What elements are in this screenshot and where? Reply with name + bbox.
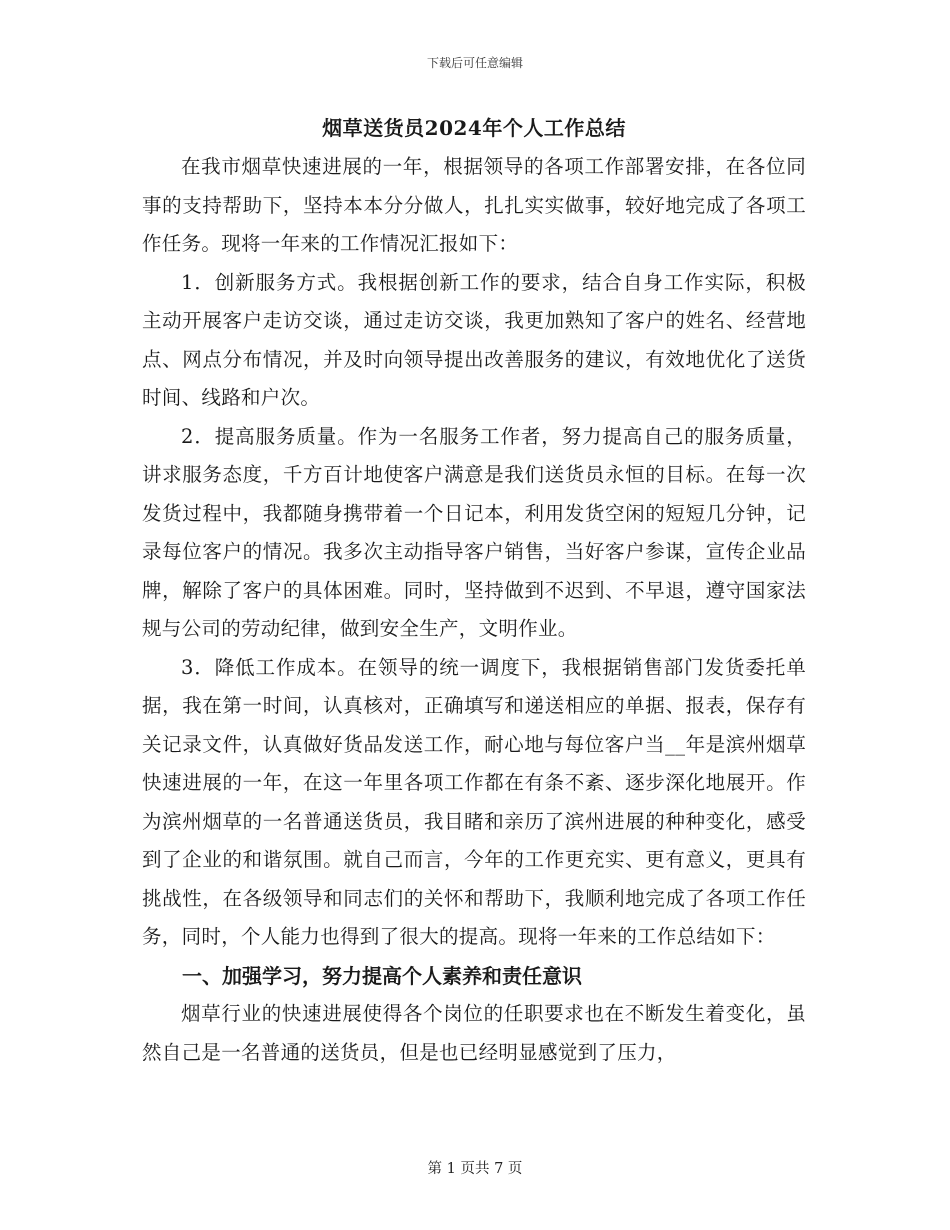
paragraph-intro: 在我市烟草快速进展的一年，根据领导的各项工作部署安排，在各位同事的支持帮助下，坚持本本分分做人，扎扎实实做事，较好地完成了各项工作任务。现将一年来的工作情况汇报如下：	[142, 155, 806, 255]
section-heading: 一、加强学习，努力提高个人素养和责任意识	[182, 963, 582, 988]
paragraph-closing: 烟草行业的快速进展使得各个岗位的任职要求也在不断发生着变化，虽然自己是一名普通的送货员，但是也已经明显感觉到了压力，	[142, 1002, 806, 1064]
paragraph-item-3: 3．降低工作成本。在领导的统一调度下，我根据销售部门发货委托单据，我在第一时间，认真核对，正确填写和递送相应的单据、报表，保存有关记录文件，认真做好货品发送工作，耐心地与每位客户当__年是滨州烟草快速进展的一年，在这一年里各项工作都在有条不紊、逐步深化地展开。作为滨州烟草的一名普通送货员，我目睹和亲历了滨州进展的种种变化，感受到了企业的和谐氛围。就自己而言，今年的工作更充实、更有意义，更具有挑战性，在各级领导和同志们的关怀和帮助下，我顺利地完成了各项工作任务，同时，个人能力也得到了很大的提高。现将一年来的工作总结如下：	[142, 655, 806, 948]
document-title: 烟草送货员2024年个人工作总结	[322, 116, 626, 140]
paragraph-item-1: 1．创新服务方式。我根据创新工作的要求，结合自身工作实际，积极主动开展客户走访交谈，通过走访交谈，我更加熟知了客户的姓名、经营地点、网点分布情况，并及时向领导提出改善服务的建议，有效地优化了送货时间、线路和户次。	[142, 270, 806, 409]
document-body	[142, 110, 806, 1072]
page-number: 第 1 页共 7 页	[427, 1161, 523, 1177]
paragraph-item-2: 2．提高服务质量。作为一名服务工作者，努力提高自己的服务质量，讲求服务态度，千方百计地使客户满意是我们送货员永恒的目标。在每一次发货过程中，我都随身携带着一个日记本，利用发货空闲的短短几分钟，记录每位客户的情况。我多次主动指导客户销售，当好客户参谋，宣传企业品牌，解除了客户的具体困难。同时，坚持做到不迟到、不早退，遵守国家法规与公司的劳动纪律，做到安全生产，文明作业。	[142, 424, 806, 640]
header-note: 下载后可任意编辑	[426, 56, 523, 70]
